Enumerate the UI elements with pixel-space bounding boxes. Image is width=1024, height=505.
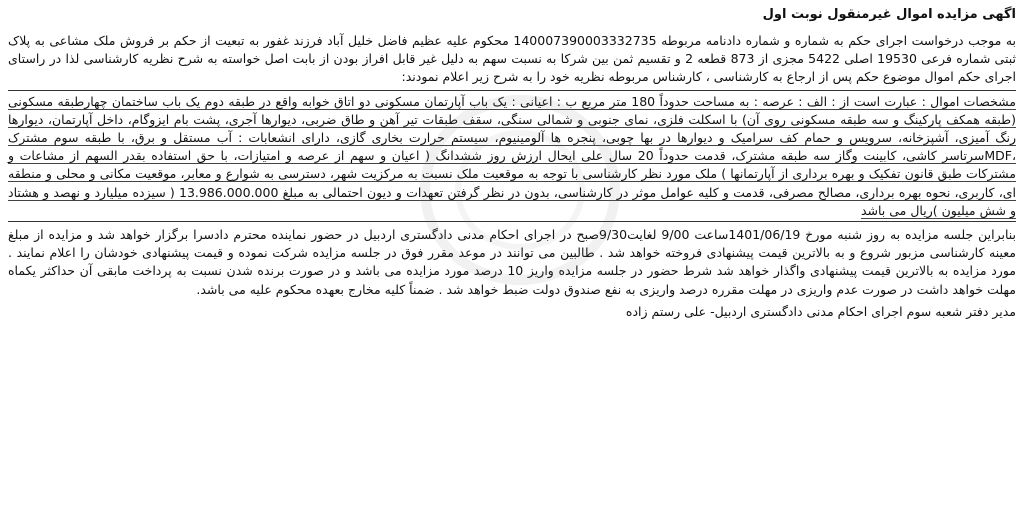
intro-paragraph: به موجب درخواست اجرای حکم به شماره و شماره دادنامه مربوطه 140007390003332735 محکوم علیه عظیم فاضل خلیل آباد فرزند غفور به تبعیت از حکم بر فروش ملک مشاعی به پلاک ثبتی شماره فرعی 19530 اصلی 5422 مجزی از 873 قطعه 2 و تقسیم ثمن بین شرکا به نسبت سهم به دلیل غیر قابل افراز بودن از بابت اصل خواسته به شرح نظریه کارشناسی لذا در راستای اجرای حکم اموال موضوع حکم پس از ارجاع به کارشناسی ، کارشناس مربوطه نظریه خود را به شرح زیر اعلام نمودند:: [8, 33, 1017, 85]
watermark-seal-inner: [455, 130, 585, 250]
notice-title: اگهی مزایده اموال غیرمنقول نوبت اول: [762, 7, 1016, 22]
signature-line: مدیر دفتر شعبه سوم اجرای احکام مدنی دادگستری اردبیل- علی رستم زاده: [625, 303, 1016, 319]
property-specs-text: مشخصات اموال : عبارت است از : الف : عرصه : به مساحت حدوداً 180 متر مربع ب : اعیانی : یک باب آپارتمان مسکونی دو اتاق خوابه واقع در طبقه دوم یک باب ساختمان چهارطبقه مسکونی (طبقه همکف پارکینگ و سه طبقه مسکونی روی آن) با اسکلت فلزی، نمای جنوبی و شمالی سنگی، سقف طبقات تیر آهن و طاق ضربی، دیوارها آجری، پشت بام ایزوگام، داخل آپارتمان، دیوارها رنگ آمیزی، آشپزخانه، سرویس و حمام کف سرامیک و دیوارها در بها چوبی، پنجره ها آلومینیوم، سیستم حرارت بخاری گازی، دارای انشعابات : آب مستقل و برق، با طبقه سوم مشترک ،MDFسرتاسر کاشی، کابینت وگاز سه طبقه مشترک، قدمت حدوداً 20 سال علی ایحال ارزش روز ششدانگ ( اعیان و سهم از عرصه و امتیازات، با حق استفاده بقدر السهم از مشاعات و مشترکات طبق قانون تفکیک و بهره برداری از آپارتمانها ) ملک مورد نظر کارشناسی با توجه به موقعیت ملک نسبت به مرکزیت شهر، دسترسی به شوارع و معابر، موقعیت مکانی و محلی و منطقه ای، کاربری، نحوه بهره برداری، مصالح مصرفی، قدمت و کلیه عوامل موثر در کارشناسی، بدون در نظر گرفتن تعهدات و دیون احتمالی به مبلغ 13.986.000.000 ( سیزده میلیارد و نهصد و هشتاد و شش میلیون )ریال می باشد: [8, 93, 1016, 218]
auction-terms-paragraph: بنابراین جلسه مزایده به روز شنبه مورخ 1401/06/19ساعت 9/00 لغایت9/30صبح در اجرای احکام مدنی دادگستری اردبیل در حضور نماینده محترم دادسرا برگزار خواهد شد و مزایده از مبلغ معینه کارشناسی مزبور شروع و به بالاترین قیمت پیشنهادی فروخته خواهد شد . طالبین می توانند در موعد مقرر فوق در جلسه مزایده شرکت نموده و قیمت پیشنهادی خودشان را اعلام نمایند . مورد مزایده به بالاترین قیمت پیشنهادی واگذار خواهد شد شرط حضور در جلسه مزایده واریز 10 درصد مورد مزایده می باشد و در صورت برنده شدن نسبت به پرداخت مابقی آن حداکثر یکماه مهلت خواهد داشت در صورت عدم واریزی در مهلت مقرره درصد واریزی به نفع صندوق دولت ضبط خواهد شد . ضمناً کلیه مخارج بعهده محکوم علیه می باشد.: [8, 227, 1017, 297]
